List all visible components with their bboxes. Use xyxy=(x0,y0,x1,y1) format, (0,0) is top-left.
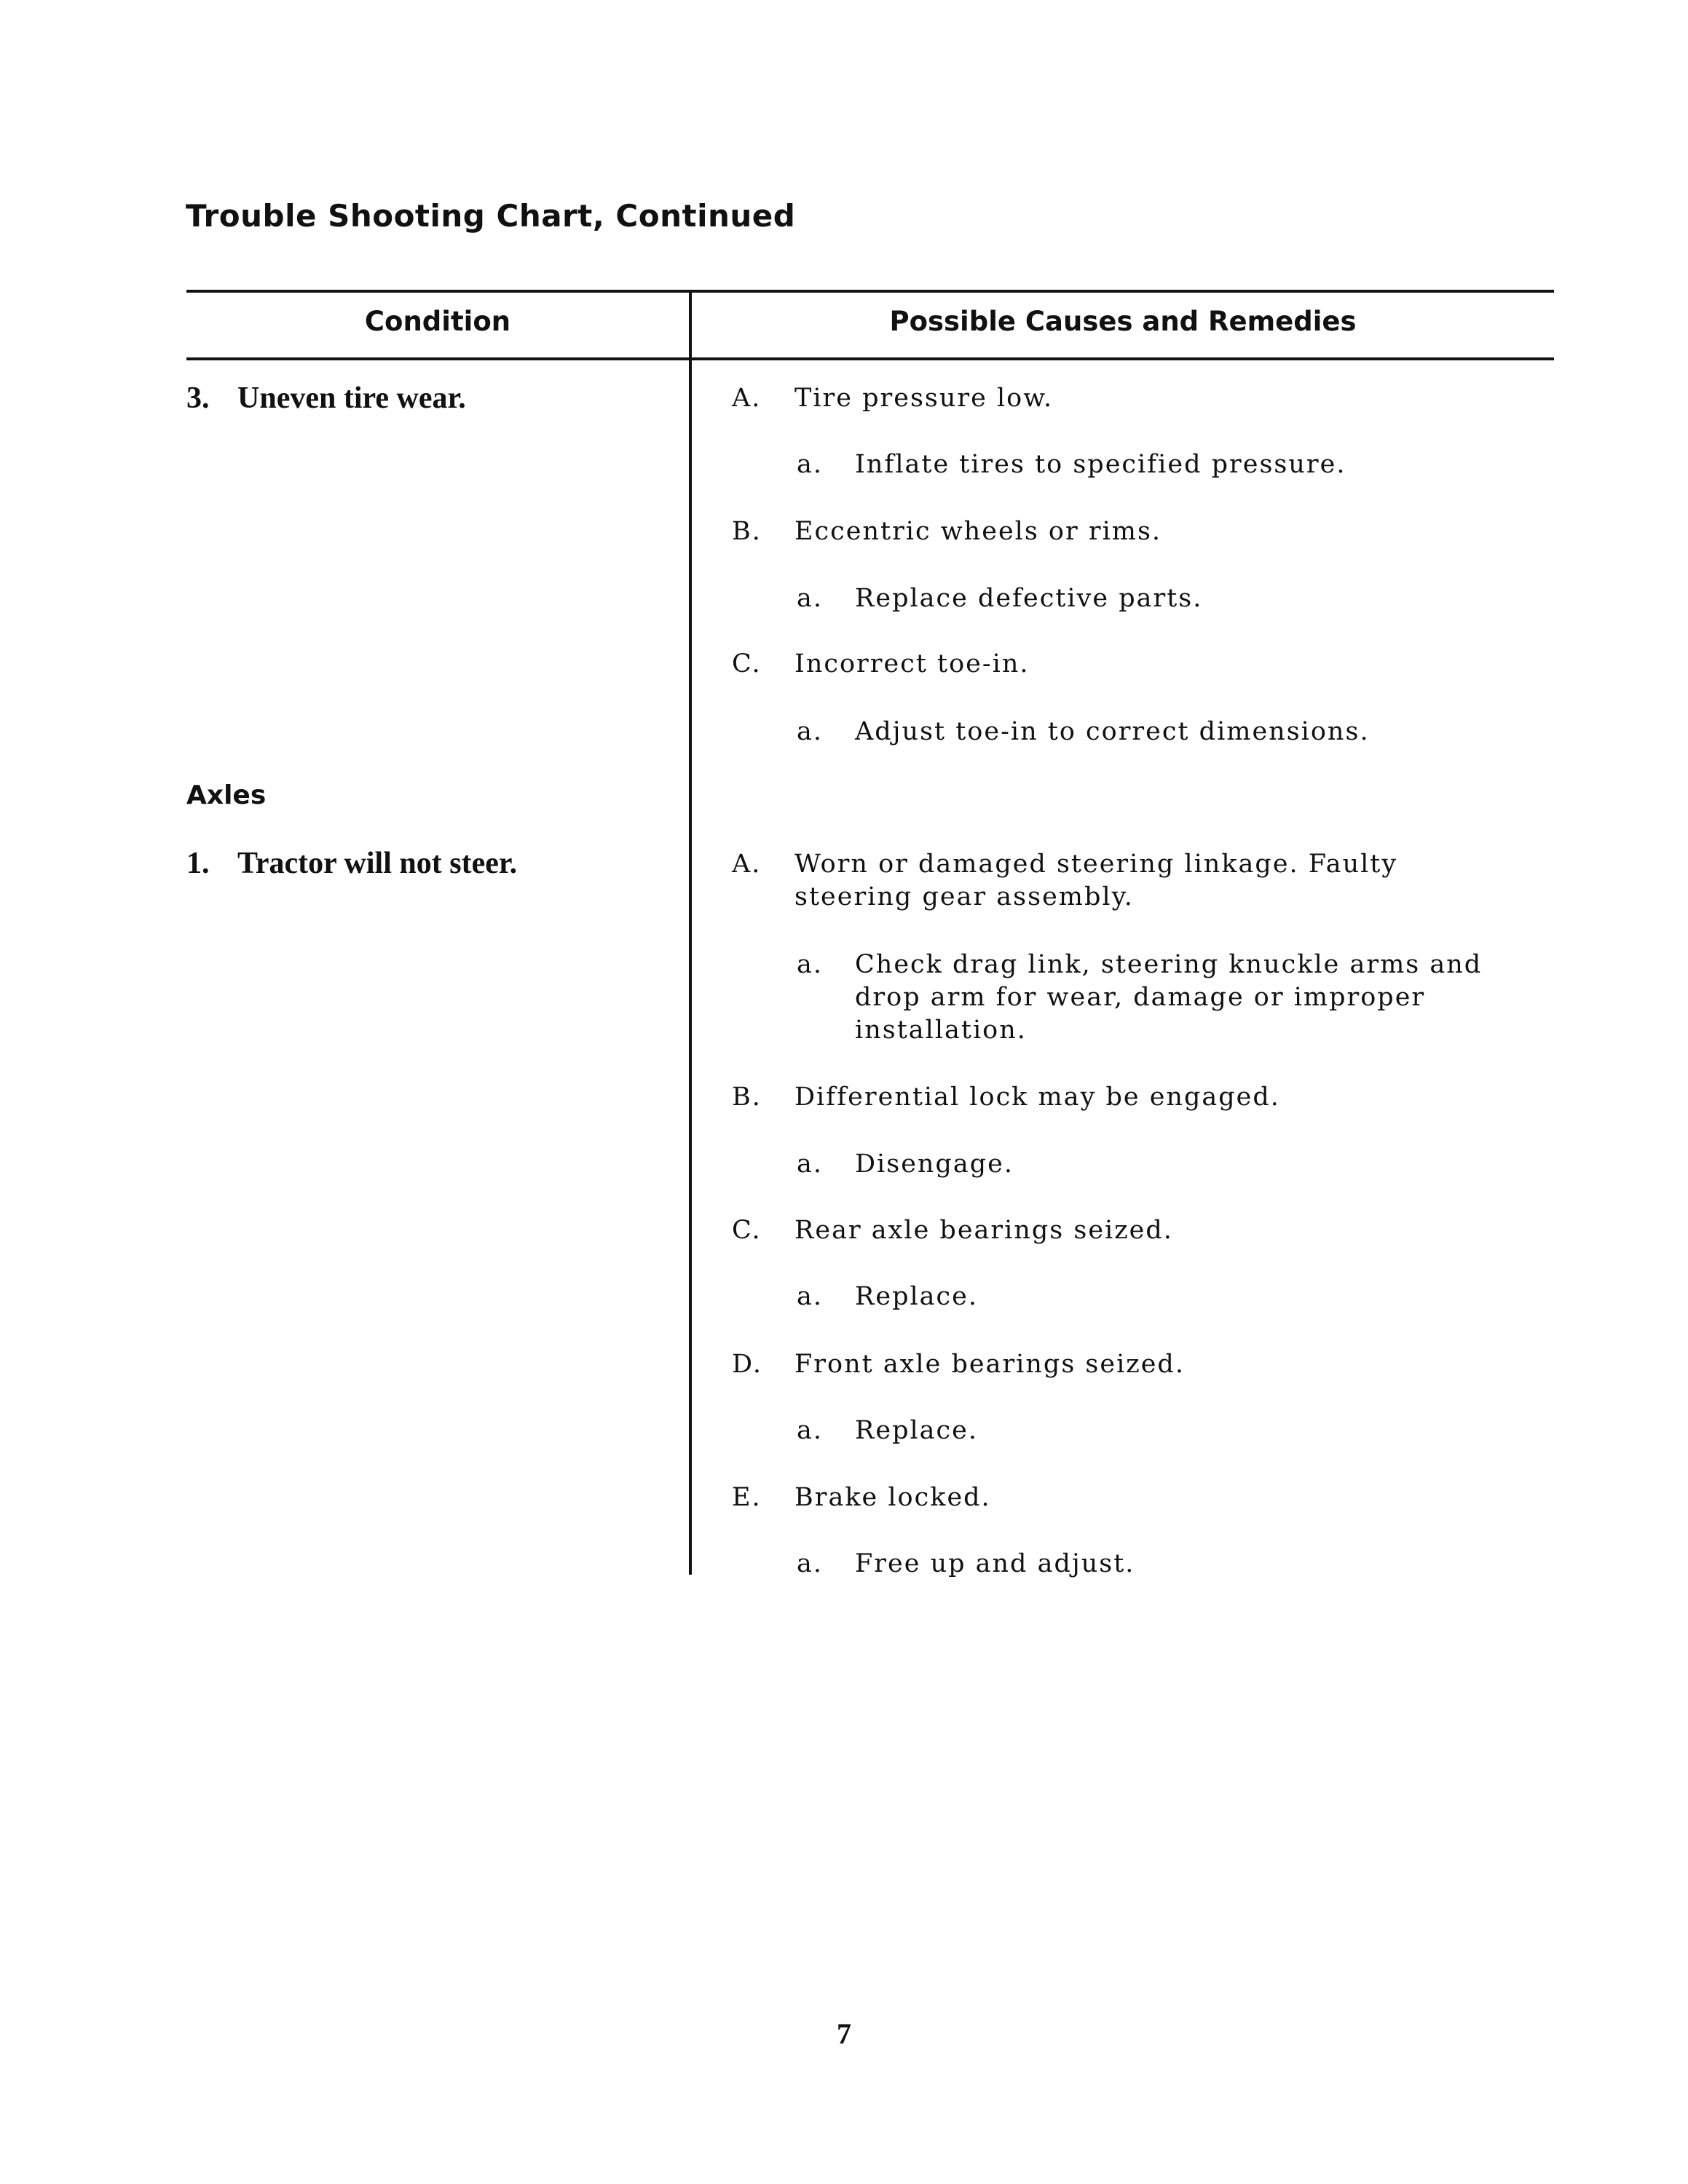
condition-number: 1. xyxy=(186,847,210,880)
remedy-label: a. xyxy=(797,1282,823,1311)
cause-label: D. xyxy=(732,1350,762,1379)
cause-text: Brake locked. xyxy=(794,1483,991,1512)
cause-label: E. xyxy=(732,1483,762,1512)
condition-tractor-will-not-steer xyxy=(186,846,517,881)
remedy-text: Adjust toe-in to correct dimensions. xyxy=(855,717,1370,746)
remedy-text: Replace. xyxy=(855,1416,978,1445)
remedy-item xyxy=(797,582,1539,615)
remedy-label: a. xyxy=(797,950,823,979)
cause-text: Worn or damaged steering linkage. Faulty steering gear assembly. xyxy=(794,850,1398,911)
remedy-label: a. xyxy=(797,1416,823,1445)
remedy-item xyxy=(797,1415,1539,1447)
remedies-column-header: Possible Causes and Remedies xyxy=(889,306,1357,337)
cause-label: A. xyxy=(732,850,762,879)
cause-label: B. xyxy=(732,1083,762,1112)
column-divider xyxy=(689,290,692,1575)
section-heading-axles: Axles xyxy=(186,780,267,810)
cause-text: Eccentric wheels or rims. xyxy=(794,517,1162,546)
cause-item xyxy=(732,848,1533,914)
cause-label: A. xyxy=(732,384,762,413)
cause-item xyxy=(732,515,1533,548)
header-bottom-rule xyxy=(186,357,1554,360)
cause-item xyxy=(732,1481,1533,1514)
remedy-text: Free up and adjust. xyxy=(855,1549,1135,1578)
cause-item xyxy=(732,1214,1533,1247)
cause-text: Incorrect toe-in. xyxy=(794,649,1030,678)
cause-item xyxy=(732,1348,1533,1381)
remedy-label: a. xyxy=(797,1549,823,1578)
remedy-item xyxy=(797,448,1539,481)
remedy-item xyxy=(797,1148,1539,1181)
remedy-label: a. xyxy=(797,717,823,746)
remedy-text: Inflate tires to specified pressure. xyxy=(855,450,1346,479)
page-title: Trouble Shooting Chart, Continued xyxy=(186,198,796,234)
cause-text: Front axle bearings seized. xyxy=(794,1350,1185,1379)
condition-number: 3. xyxy=(186,381,210,415)
remedy-label: a. xyxy=(797,450,823,479)
cause-label: C. xyxy=(732,1216,762,1245)
cause-label: B. xyxy=(732,517,762,546)
cause-item xyxy=(732,648,1533,681)
condition-uneven-tire-wear xyxy=(186,381,466,416)
remedy-item xyxy=(797,949,1539,1047)
condition-text: Tractor will not steer. xyxy=(237,847,518,880)
remedy-text: Check drag link, steering knuckle arms and drop arm for wear, damage or improper installation. xyxy=(855,950,1483,1045)
remedy-label: a. xyxy=(797,1150,823,1179)
remedy-text: Replace defective parts. xyxy=(855,584,1203,613)
condition-text: Uneven tire wear. xyxy=(237,381,466,415)
remedy-label: a. xyxy=(797,584,823,613)
remedy-text: Replace. xyxy=(855,1282,978,1311)
remedy-item xyxy=(797,1281,1539,1313)
cause-text: Differential lock may be engaged. xyxy=(794,1083,1280,1112)
cause-item xyxy=(732,382,1533,415)
page-number: 7 xyxy=(837,2017,851,2050)
table-top-rule xyxy=(186,290,1554,293)
remedy-item xyxy=(797,1548,1539,1580)
cause-label: C. xyxy=(732,649,762,678)
cause-item xyxy=(732,1081,1533,1114)
remedy-text: Disengage. xyxy=(855,1150,1014,1179)
condition-column-header: Condition xyxy=(364,306,511,337)
cause-text: Rear axle bearings seized. xyxy=(794,1216,1173,1245)
cause-text: Tire pressure low. xyxy=(794,384,1054,413)
remedy-item xyxy=(797,716,1539,748)
